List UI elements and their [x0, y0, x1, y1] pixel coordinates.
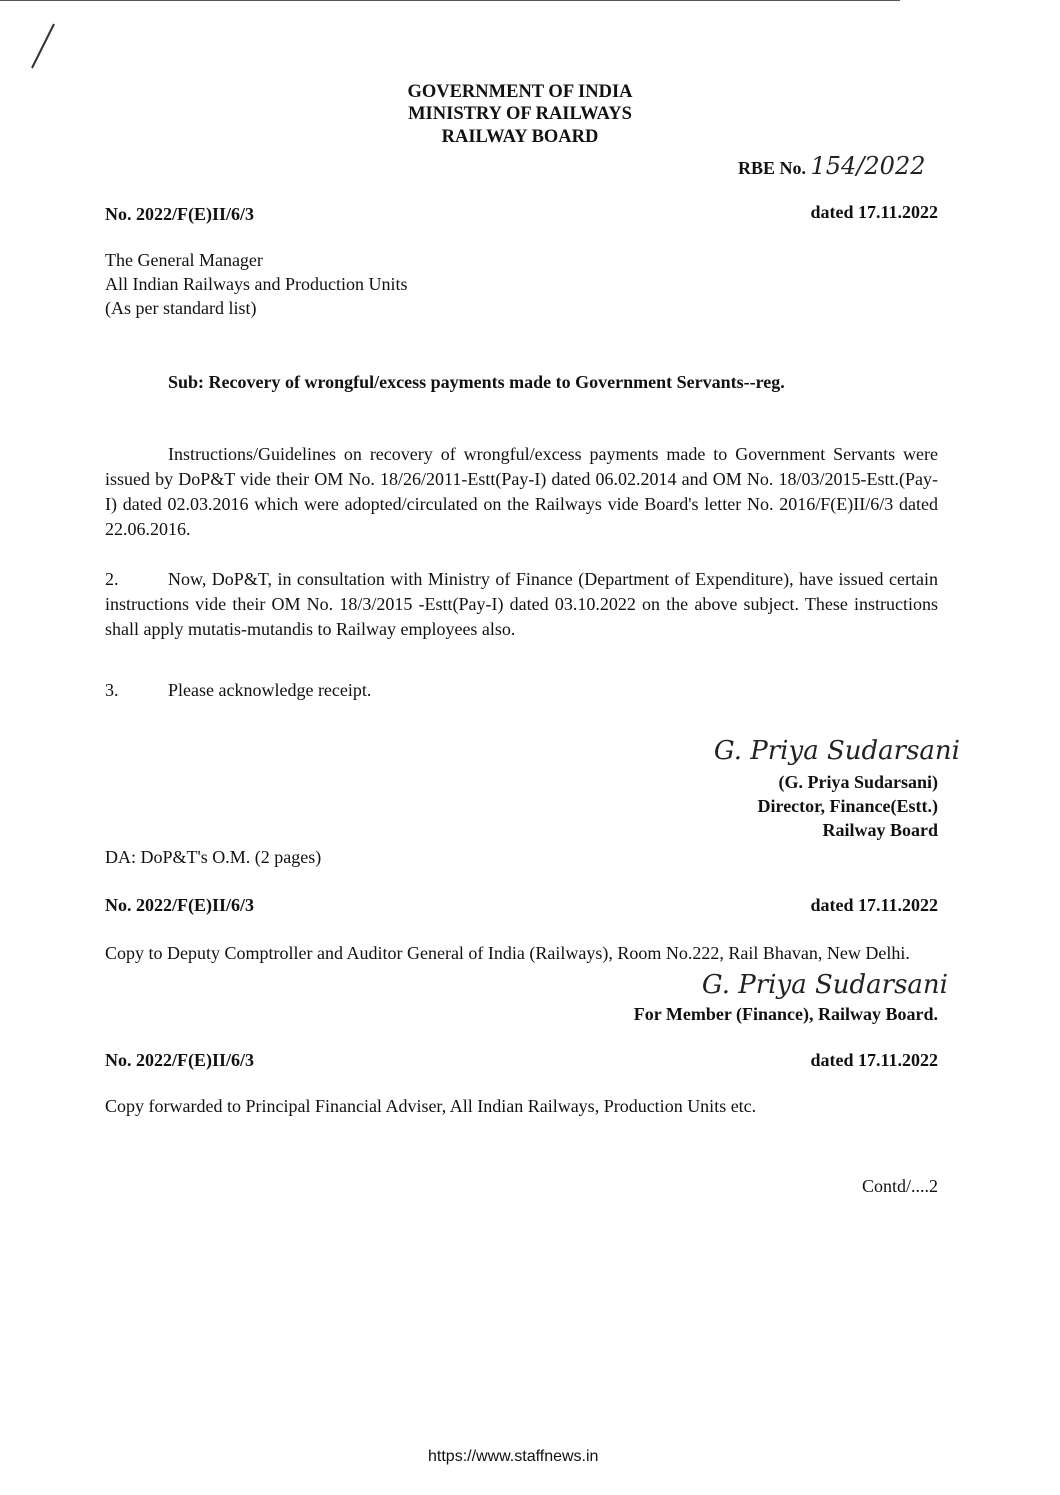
addressee-line: All Indian Railways and Production Units: [105, 274, 408, 294]
paragraph-3-text: Please acknowledge receipt.: [168, 680, 372, 700]
header-ministry: MINISTRY OF RAILWAYS: [408, 104, 632, 124]
copy2-text: Copy forwarded to Principal Financial Adviser, All Indian Railways, Production Units etc.: [105, 1096, 757, 1116]
signatory-office: Railway Board: [822, 820, 938, 840]
reference-date: dated 17.11.2022: [810, 202, 938, 222]
rbe-label: RBE No.: [738, 158, 807, 178]
signatory-name: (G. Priya Sudarsani): [778, 772, 938, 792]
paragraph-3: [105, 680, 371, 701]
paragraph-2-number: 2.: [105, 569, 119, 589]
copy1-for: For Member (Finance), Railway Board.: [633, 1004, 938, 1024]
addressee-line: (As per standard list): [105, 298, 257, 318]
reference-number: No. 2022/F(E)II/6/3: [105, 204, 255, 224]
copy2-date: dated 17.11.2022: [810, 1050, 938, 1070]
copy1-number: No. 2022/F(E)II/6/3: [105, 895, 255, 915]
scan-edge-line: [0, 0, 900, 1]
header-board: RAILWAY BOARD: [441, 127, 599, 147]
enclosure: DA: DoP&T's O.M. (2 pages): [105, 847, 322, 867]
footer-url[interactable]: https://www.staffnews.in: [428, 1448, 599, 1465]
signature: G. Priya Sudarsani: [713, 736, 960, 766]
copy1-date: dated 17.11.2022: [810, 895, 938, 915]
paragraph-2: [105, 567, 938, 642]
copy1-text: Copy to Deputy Comptroller and Auditor General of India (Railways), Room No.222, Rail Bhavan, New Delhi.: [105, 943, 910, 963]
rbe-handwritten-number: 154/2022: [810, 152, 926, 180]
continued-note: Contd/....2: [861, 1176, 938, 1196]
paragraph-1: Instructions/Guidelines on recovery of wrongful/excess payments made to Government Servants were issued by DoP&T vide their OM No. 18/26/2011-Estt(Pay-I) dated 06.02.2014 and OM No. 18/03/2015-Estt.(Pay-I) dated 02.03.2016 which were adopted/circulated on the Railways vide Board's letter No. 2016/F(E)II/6/3 dated 22.06.2016.: [105, 444, 938, 539]
header-government: GOVERNMENT OF INDIA: [407, 82, 633, 102]
paragraph-3-number: 3.: [105, 680, 119, 700]
addressee-line: The General Manager: [105, 250, 263, 270]
copy1-signature: G. Priya Sudarsani: [701, 970, 948, 1000]
paragraph-2-text: Now, DoP&T, in consultation with Ministry of Finance (Department of Expenditure), have issued certain instructions vide their OM No. 18/3/2015 -Estt(Pay-I) dated 03.10.2022 on the above subject. These instructions shall apply mutatis-mutandis to Railway employees also.: [105, 569, 938, 639]
subject-line: Sub: Recovery of wrongful/excess payments made to Government Servants--reg.: [168, 372, 785, 392]
pen-mark: [28, 22, 58, 72]
signatory-designation: Director, Finance(Estt.): [757, 796, 938, 816]
copy2-number: No. 2022/F(E)II/6/3: [105, 1050, 255, 1070]
rbe-number: [738, 152, 926, 180]
